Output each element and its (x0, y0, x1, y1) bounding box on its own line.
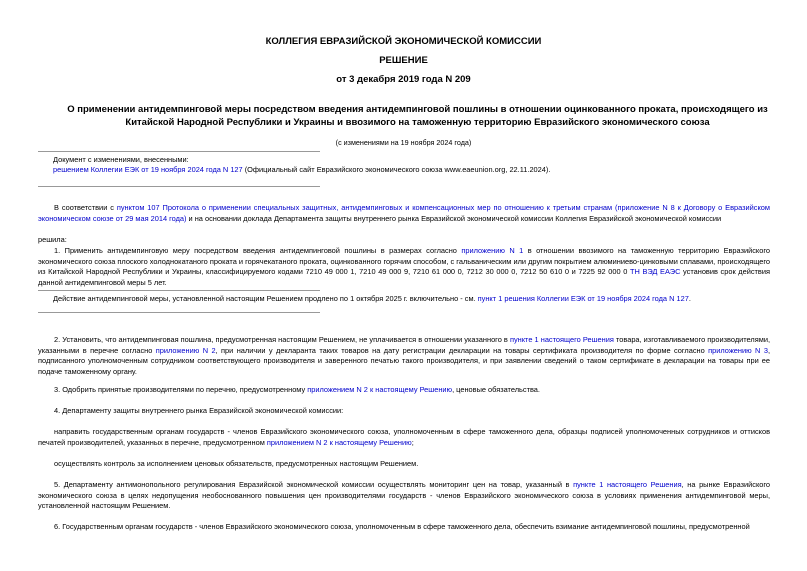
protocol-link[interactable]: пунктом 107 Протокола о применении специальных защитных, антидемпинговых и компенсационных мер по отношению к третьим странам (приложение N 8 к Договору о Евразийском экономическом союзе от 29 мая 2014 года) (38, 203, 771, 223)
doc-type: РЕШЕНИЕ (379, 55, 428, 66)
changes-link[interactable]: решением Коллегии ЕЭК от 19 ноября 2024 года N 127 (53, 165, 243, 174)
point-1-link[interactable]: пункте 1 настоящего Решения (509, 335, 614, 344)
divider (38, 186, 320, 187)
appendix-3-link[interactable]: приложению N 3 (708, 345, 768, 355)
revision-note: (с изменениями на 19 ноября 2024 года) (335, 138, 472, 147)
paragraph-3: 3. Одобрить принятые производителями по перечню, предусмотренному приложением N 2 к настоящему Решению, ценовые обязательства. (54, 385, 540, 394)
divider (38, 312, 320, 313)
preamble: В соответствии с пунктом 107 Протокола о применении специальных защитных, антидемпинговых и компенсационных мер по отношению к третьим странам (приложение N 8 к Договору о Евразийском экономическом союзе от 29 мая 2014 года) и на основании доклада Департамента защиты внутреннего рынка Евразийской экономической комиссии Коллегия Евразийской экономической комиссии (38, 203, 771, 223)
org-name: КОЛЛЕГИЯ ЕВРАЗИЙСКОЙ ЭКОНОМИЧЕСКОЙ КОМИССИИ (265, 36, 542, 47)
tn-ved-link[interactable]: ТН ВЭД ЕАЭС (629, 267, 681, 276)
paragraph-4: 4. Департаменту защиты внутреннего рынка Евразийской экономической комиссии: (54, 406, 344, 415)
appendix-2-link[interactable]: приложением N 2 к настоящему Решению (266, 437, 412, 447)
paragraph-6: 6. Государственным органам государств - членов Евразийского экономического союза, уполномоченным в сфере таможенного дела, обеспечить взимание антидемпинговой пошлины, предусмотренной (54, 522, 750, 531)
paragraph-5: 5. Департаменту антимонопольного регулирования Евразийской экономической комиссии осуществлять мониторинг цен на товар, указанный в пункте 1 настоящего Решения, на рынке Евразийского экономического союза в целях недопущения необоснованного повышения цен производителями государств - членов Евразийского экономического союза в условиях применения антидемпинговой меры, установленной настоящим Решением. (38, 480, 771, 510)
extension-note: Действие антидемпинговой меры, установленной настоящим Решением продлено по 1 октября 2025 г. включительно - см. пункт 1 решения Коллегии ЕЭК от 19 ноября 2024 года N 127. (53, 294, 691, 303)
doc-date: от 3 декабря 2019 года N 209 (336, 74, 471, 85)
decided-label: решила: (38, 235, 67, 244)
changes-rest: (Официальный сайт Евразийского экономического союза www.eaeunion.org, 22.11.2024). (242, 165, 551, 174)
paragraph-2: 2. Установить, что антидемпинговая пошлина, предусмотренная настоящим Решением, не уплачивается в отношении указанного в пункте 1 настоящего Решения товара, изготавливаемого производителями, указанными в перечне согласно приложению N 2, при наличии у декларанта таких товаров на дату регистрации декларации на товары сертификата производителя по форме согласно приложению N 3, подписанного уполномоченным сотрудником соответствующего производителя и заверенного печатью такого производителя, и при заявлении сведений о таком сертификате в декларации на товары при ее подаче таможенному органу. (38, 335, 770, 376)
divider (38, 151, 320, 152)
appendix-2-link[interactable]: приложением N 2 к настоящему Решению (307, 385, 453, 394)
changes-line (53, 165, 773, 176)
changes-label: Документ с изменениями, внесенными: (53, 155, 189, 164)
decision-127-link[interactable]: пункт 1 решения Коллегии ЕЭК от 19 ноября 2024 года N 127 (477, 294, 689, 303)
paragraph-4b: осуществлять контроль за исполнением ценовых обязательств, предусмотренных настоящим Решением. (54, 459, 419, 468)
doc-title: О применении антидемпинговой меры посредством введения антидемпинговой пошлины в отношении оцинкованного проката, происходящего из Китайской Народной Республики и Украины и ввозимого на таможенную территорию Евразийского экономического союза (67, 104, 768, 128)
appendix-2-link[interactable]: приложению N 2 (155, 345, 216, 355)
appendix-1-link[interactable]: приложению N 1 (461, 246, 524, 255)
point-1-link[interactable]: пункте 1 настоящего Решения (573, 480, 682, 489)
divider (38, 290, 320, 291)
paragraph-4a: направить государственным органам государств - членов Евразийского экономического союза, уполномоченным в сфере таможенного дела, образцы подписей уполномоченных сотрудников и оттисков печатей производителей, указанных в перечне, предусмотренном приложением N 2 к настоящему Решению; (38, 427, 770, 447)
paragraph-1: 1. Применить антидемпинговую меру посредством введения антидемпинговой пошлины в размерах согласно приложению N 1 в отношении ввозимого на таможенную территорию Евразийского экономического союза плоского холоднокатаного проката и горячекатаного проката, оцинкованного горячим способом, с гальваническим или другим покрытием алюминиево-цинковыми сплавами, происходящего из Китайской Народной Республики и Украины, классифицируемого кодами 7210 49 000 1, 7210 49 000 9, 7210 61 000 0, 7212 30 000 0, 7212 50 610 0 и 7225 92 000 0 ТН ВЭД ЕАЭС установив срок действия данной антидемпинговой меры 5 лет. (38, 246, 770, 287)
